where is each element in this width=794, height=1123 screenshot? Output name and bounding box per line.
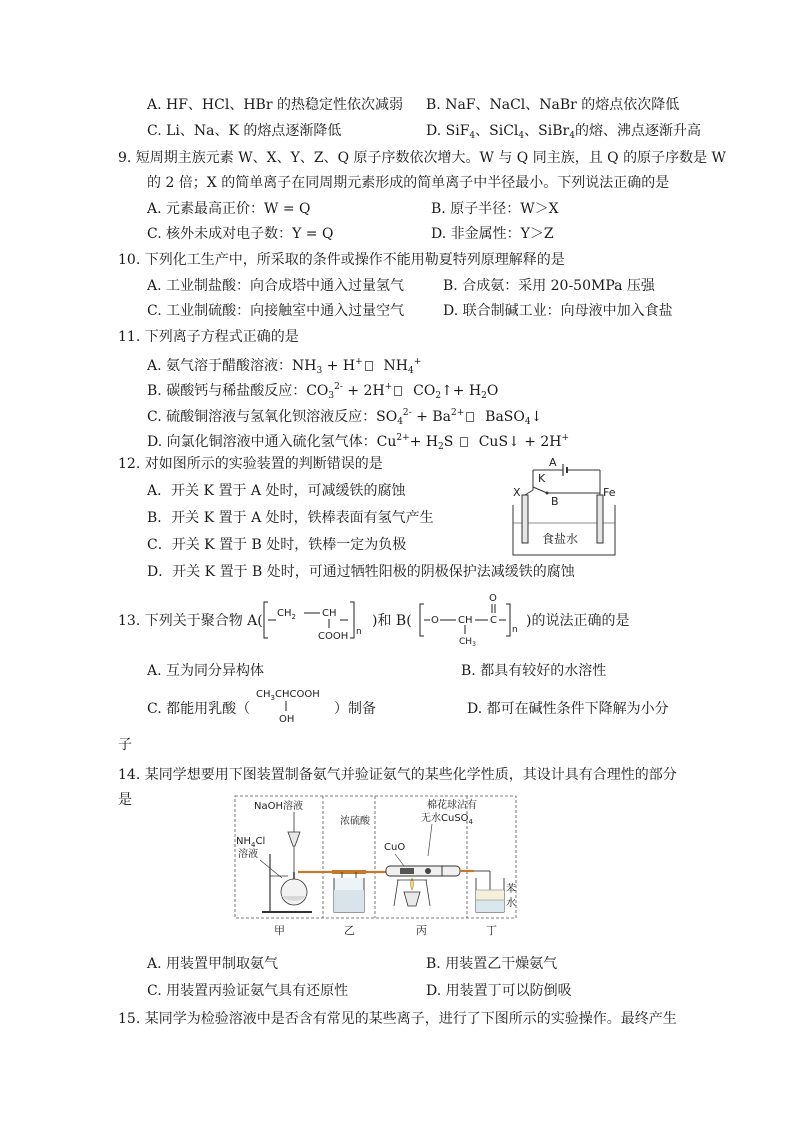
reversible-arrow-placeholder [365, 361, 373, 371]
apparatus-frame [235, 796, 516, 918]
q13-option-a: A. 互为同分异构体 [147, 663, 265, 679]
q9-option-b: B. 原子半径：W＞X [431, 201, 559, 217]
q9-option-d: D. 非金属性：Y＞Z [431, 226, 554, 242]
equals-placeholder [466, 412, 474, 422]
q10-option-b: B. 合成氨：采用 20-50MPa 压强 [443, 278, 655, 294]
water-label: 水 [506, 898, 516, 909]
q13-option-b: B. 都具有较好的水溶性 [461, 663, 607, 679]
q8-option-b: B. NaF、NaCl、NaBr 的熔点依次降低 [426, 97, 680, 113]
q13-option-d: D. 都可在碱性条件下降解为小分 [467, 701, 669, 717]
electrode-fe [597, 495, 603, 543]
q14-stem-line2: 是 [118, 792, 132, 808]
lactic-acid-structure [248, 684, 334, 726]
poly-b-n: n [512, 625, 518, 635]
label-X: X [513, 486, 521, 499]
poly-a-n: n [356, 627, 362, 637]
label-Fe: Fe [603, 486, 616, 499]
round-flask [281, 879, 307, 905]
q11-option-d: D. 向氯化铜溶液中通入硫化氢气体：$Cu^{2+}+ H_2S$ CuS↓ + 2H+ [147, 433, 570, 452]
label-A: A [549, 456, 557, 469]
combustion-tube [386, 866, 460, 876]
ammonia-apparatus-diagram [232, 794, 522, 942]
q13-stem-mid: )和 B( [372, 613, 412, 629]
q14-option-d: D. 用装置丁可以防倒吸 [426, 983, 572, 999]
label-yi: 乙 [344, 924, 355, 937]
label-ding: 丁 [486, 924, 497, 937]
salt-water-label: 食盐水 [542, 532, 579, 546]
alcohol-lamp [404, 892, 420, 906]
poly-a-cooh: COOH [318, 631, 349, 642]
q13-option-c-end: ）制备 [334, 701, 376, 717]
poly-b-ch: CH [458, 615, 473, 626]
q13-stem-start: 13. 下列关于聚合物 A( [118, 613, 263, 629]
poly-a-ch: CH [322, 608, 337, 619]
electrode-x [522, 495, 528, 543]
electrochemical-cell-diagram [505, 455, 630, 560]
poly-b-c: C [490, 615, 497, 626]
h2so4-label: 浓硫酸 [340, 816, 370, 827]
label-B: B [551, 495, 559, 508]
label-jia: 甲 [274, 924, 285, 937]
separatory-funnel [288, 832, 300, 846]
switch-k [533, 487, 547, 493]
benzene-label: 苯 [506, 884, 516, 895]
q10-option-a: A. 工业制盐酸：向合成塔中通入过量氢气 [147, 278, 405, 294]
polymer-a-structure [262, 596, 370, 644]
q14-stem-line1: 14. 某同学想要用下图装置制备氨气并验证氨气的某些化学性质，其设计具有合理性的部分 [118, 767, 677, 783]
lactic-chain: $CH_3CHCOOH$ [256, 689, 320, 702]
q8-option-a: A. HF、HCl、HBr 的热稳定性依次减弱 [147, 97, 403, 113]
q10-stem: 10. 下列化工生产中，所采取的条件或操作不能用勒夏特列原理解释的是 [118, 252, 565, 268]
q9-stem-line1: 9. 短周期主族元素 W、X、Y、Z、Q 原子序数依次增大。W 与 Q 同主族，且 Q 的原子序数是 W [118, 150, 726, 166]
q10-option-c: C. 工业制硫酸：向接触室中通入过量空气 [147, 303, 405, 319]
polymer-b-structure [418, 590, 526, 648]
q11-stem: 11. 下列离子方程式正确的是 [118, 329, 299, 345]
q9-option-a: A. 元素最高正价：W = Q [147, 201, 311, 217]
q11-option-b: B. 碳酸钙与稀盐酸反应：$CO_3^{2-} + 2H^+$ $CO_2↑+ H_2O$ [147, 382, 499, 401]
nh4cl-label: $NH_4Cl$ [236, 836, 266, 849]
q12-option-a: A．开关 K 置于 A 处时，可减缓铁的腐蚀 [147, 483, 406, 499]
label-K: K [538, 472, 546, 485]
q13-option-c-start: C. 都能用乳酸（ [147, 701, 251, 717]
naoh-label: NaOH溶液 [254, 801, 303, 812]
q14-option-c: C. 用装置丙验证氨气具有还原性 [147, 983, 349, 999]
q9-option-c: C. 核外未成对电子数：Y = Q [147, 226, 334, 242]
q15-stem: 15. 某同学为检验溶液中是否含有常见的某些离子，进行了下图所示的实验操作。最终产生 [118, 1011, 677, 1027]
q12-option-b: B．开关 K 置于 A 处时，铁棒表面有氢气产生 [147, 510, 434, 526]
equals-placeholder [460, 437, 468, 447]
q9-stem-line2: 的 2 倍；X 的简单离子在同周期元素形成的简单离子中半径最小。下列说法正确的是 [147, 175, 670, 191]
q12-option-c: C．开关 K 置于 B 处时，铁棒一定为负极 [147, 537, 407, 553]
poly-a-ch2: $CH_2$ [277, 608, 296, 621]
cotton-label-2: 无水CuSO$_4$ [421, 813, 474, 826]
nh4cl-label-2: 溶液 [238, 849, 258, 860]
cotton-label-1: 棉花球沾有 [427, 800, 477, 811]
q11-option-a: A. 氨气溶于醋酸溶液：$NH_3 + H^+$ $NH_4^+$ [147, 357, 422, 376]
poly-b-carbonyl-o: O [489, 593, 497, 604]
equals-placeholder [394, 386, 402, 396]
q12-stem: 12. 对如图所示的实验装置的判断错误的是 [118, 456, 383, 472]
q8-option-d: D. SiF$_4$、SiCl$_4$、SiBr$_4$的熔、沸点逐渐升高 [426, 123, 701, 141]
q13-option-d-wrap: 子 [118, 737, 132, 753]
q8-option-c: C. Li、Na、K 的熔点逐渐降低 [147, 123, 342, 139]
lactic-oh: OH [279, 714, 295, 725]
q10-option-d: D. 联合制碱工业：向母液中加入食盐 [443, 303, 673, 319]
q12-option-d: D．开关 K 置于 B 处时，可通过牺牲阳极的阴极保护法减缓铁的腐蚀 [147, 564, 575, 580]
q14-option-b: B. 用装置乙干燥氨气 [426, 956, 558, 972]
poly-b-o: O [431, 615, 439, 626]
q14-option-a: A. 用装置甲制取氨气 [147, 956, 279, 972]
cuo-label: CuO [384, 842, 406, 853]
poly-b-ch3: $CH_3$ [459, 637, 476, 648]
label-bing: 丙 [416, 924, 427, 937]
q11-option-c: C. 硫酸铜溶液与氢氧化钡溶液反应：$SO_4^{2-} + Ba^{2+}$ BaSO$_4$↓ [147, 408, 543, 427]
q13-stem-end: )的说法正确的是 [526, 613, 630, 629]
